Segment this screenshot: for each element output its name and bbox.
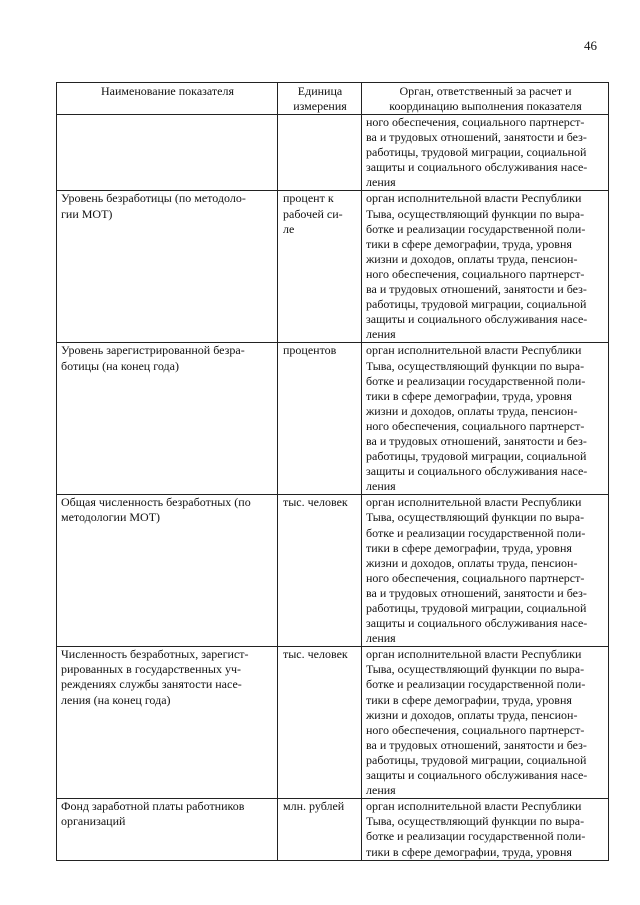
cell-text-line: ботке и реализации государственной поли- [366,525,586,540]
cell-text-line: рабочей си- [283,206,343,221]
responsible-organ-cell [362,191,609,343]
cell-text-line: защиты и социального обслуживания насе- [366,160,588,175]
page-number: 46 [584,38,597,53]
cell-text-line: ления [366,783,396,798]
header-unit [278,83,362,115]
cell-text-line: ного обеспечения, социального партнерст- [366,722,585,737]
cell-text-line: жизни и доходов, оплаты труда, пенсион- [366,403,578,418]
header-indicator-name [57,83,278,115]
unit-cell [278,495,362,647]
unit-cell [278,191,362,343]
cell-text-line: тики в сфере демографии, труда, уровня [366,844,572,859]
header-line: Единица [297,84,343,98]
header-line: измерения [293,99,347,113]
cell-text-line: ва и трудовых отношений, занятости и без- [366,585,587,600]
cell-text-line: тики в сфере демографии, труда, уровня [366,692,572,707]
indicator-name-cell [57,115,278,191]
indicators-table [56,82,609,861]
indicator-name-cell [57,343,278,495]
unit-cell [278,799,362,860]
header-line: Орган, ответственный за расчет и [399,84,572,98]
cell-text-line: процентов [283,343,337,358]
cell-text-line: ботицы (на конец года) [61,358,179,373]
cell-text-line: Тыва, осуществляющий функции по выра- [366,358,585,373]
cell-text-line: орган исполнительной власти Республики [366,647,582,662]
cell-text-line: орган исполнительной власти Республики [366,343,582,358]
table-row [57,115,609,191]
cell-text-line: Тыва, осуществляющий функции по выра- [366,662,585,677]
cell-text-line: Тыва, осуществляющий функции по выра- [366,510,585,525]
cell-text-line: ва и трудовых отношений, занятости и без- [366,282,587,297]
cell-text-line: организаций [61,814,126,829]
cell-text-line: тики в сфере демографии, труда, уровня [366,388,572,403]
cell-text-line: жизни и доходов, оплаты труда, пенсион- [366,707,578,722]
table-row [57,495,609,647]
cell-text-line: Численность безработных, зарегист- [61,647,249,662]
responsible-organ-cell [362,647,609,799]
cell-text-line: тыс. человек [283,495,348,510]
indicator-name-cell [57,647,278,799]
cell-text-line: работицы, трудовой миграции, социальной [366,752,587,767]
cell-text-line: жизни и доходов, оплаты труда, пенсион- [366,555,578,570]
cell-text-line: ления [366,479,396,494]
cell-text-line: работицы, трудовой миграции, социальной [366,601,587,615]
table-row [57,343,609,495]
cell-text-line: гии МОТ) [61,206,113,221]
cell-text-line: работицы, трудовой миграции, социальной [366,297,587,312]
table-row [57,191,609,343]
unit-cell [278,115,362,191]
unit-cell [278,647,362,799]
cell-text-line: защиты и социального обслуживания насе- [366,768,588,783]
cell-text-line: процент к [283,191,334,206]
cell-text-line: тики в сфере демографии, труда, уровня [366,540,572,555]
cell-text-line: ботке и реализации государственной поли- [366,677,586,692]
cell-text-line: ле [283,221,295,236]
cell-text-line: методологии МОТ) [61,510,161,525]
cell-text-line: ления [366,327,396,342]
cell-text-line: ления [366,175,396,190]
cell-text-line: Тыва, осуществляющий функции по выра- [366,814,585,829]
cell-text-line: ботке и реализации государственной поли- [366,829,586,844]
cell-text-line: орган исполнительной власти Республики [366,495,582,510]
table-header-row [57,83,609,115]
cell-text-line: ва и трудовых отношений, занятости и без- [366,130,587,145]
indicator-name-cell [57,495,278,647]
table-row [57,647,609,799]
cell-text-line: ва и трудовых отношений, занятости и без- [366,433,587,448]
cell-text-line: реждениях службы занятости насе- [61,677,242,692]
cell-text-line: работицы, трудовой миграции, социальной [366,145,587,160]
indicator-name-cell [57,191,278,343]
cell-text-line: ного обеспечения, социального партнерст- [366,266,585,281]
cell-text-line: ного обеспечения, социального партнерст- [366,418,585,433]
header-line: Наименование показателя [101,84,234,98]
cell-text-line: ного обеспечения, социального партнерст- [366,115,585,129]
cell-text-line: защиты и социального обслуживания насе- [366,312,588,327]
cell-text-line: рированных в государственных уч- [61,662,242,677]
cell-text-line: орган исполнительной власти Республики [366,191,582,206]
cell-text-line: ления (на конец года) [61,692,171,707]
responsible-organ-cell [362,495,609,647]
cell-text-line: орган исполнительной власти Республики [366,799,582,814]
responsible-organ-cell [362,343,609,495]
cell-text-line: тыс. человек [283,647,348,662]
cell-text-line: ного обеспечения, социального партнерст- [366,570,585,585]
cell-text-line: млн. рублей [283,799,345,814]
cell-text-line: Уровень безработицы (по методоло- [61,191,246,206]
cell-text-line: ления [366,631,396,646]
unit-cell [278,343,362,495]
cell-text-line: Тыва, осуществляющий функции по выра- [366,206,585,221]
table-body [57,115,609,861]
cell-text-line: Фонд заработной платы работников [61,799,245,814]
responsible-organ-cell [362,115,609,191]
cell-text-line: тики в сфере демографии, труда, уровня [366,236,572,251]
responsible-organ-cell [362,799,609,860]
header-line: координацию выполнения показателя [389,99,582,113]
cell-text-line: Уровень зарегистрированной безра- [61,343,245,358]
cell-text-line: защиты и социального обслуживания насе- [366,616,588,631]
cell-text-line: ботке и реализации государственной поли- [366,373,586,388]
table-row [57,799,609,860]
indicator-name-cell [57,799,278,860]
cell-text-line: Общая численность безработных (по [61,495,251,510]
header-responsible-organ [362,83,609,115]
cell-text-line: работицы, трудовой миграции, социальной [366,449,587,464]
cell-text-line: ботке и реализации государственной поли- [366,221,586,236]
cell-text-line: жизни и доходов, оплаты труда, пенсион- [366,251,578,266]
cell-text-line: ва и трудовых отношений, занятости и без- [366,737,587,752]
cell-text-line: защиты и социального обслуживания насе- [366,464,588,479]
